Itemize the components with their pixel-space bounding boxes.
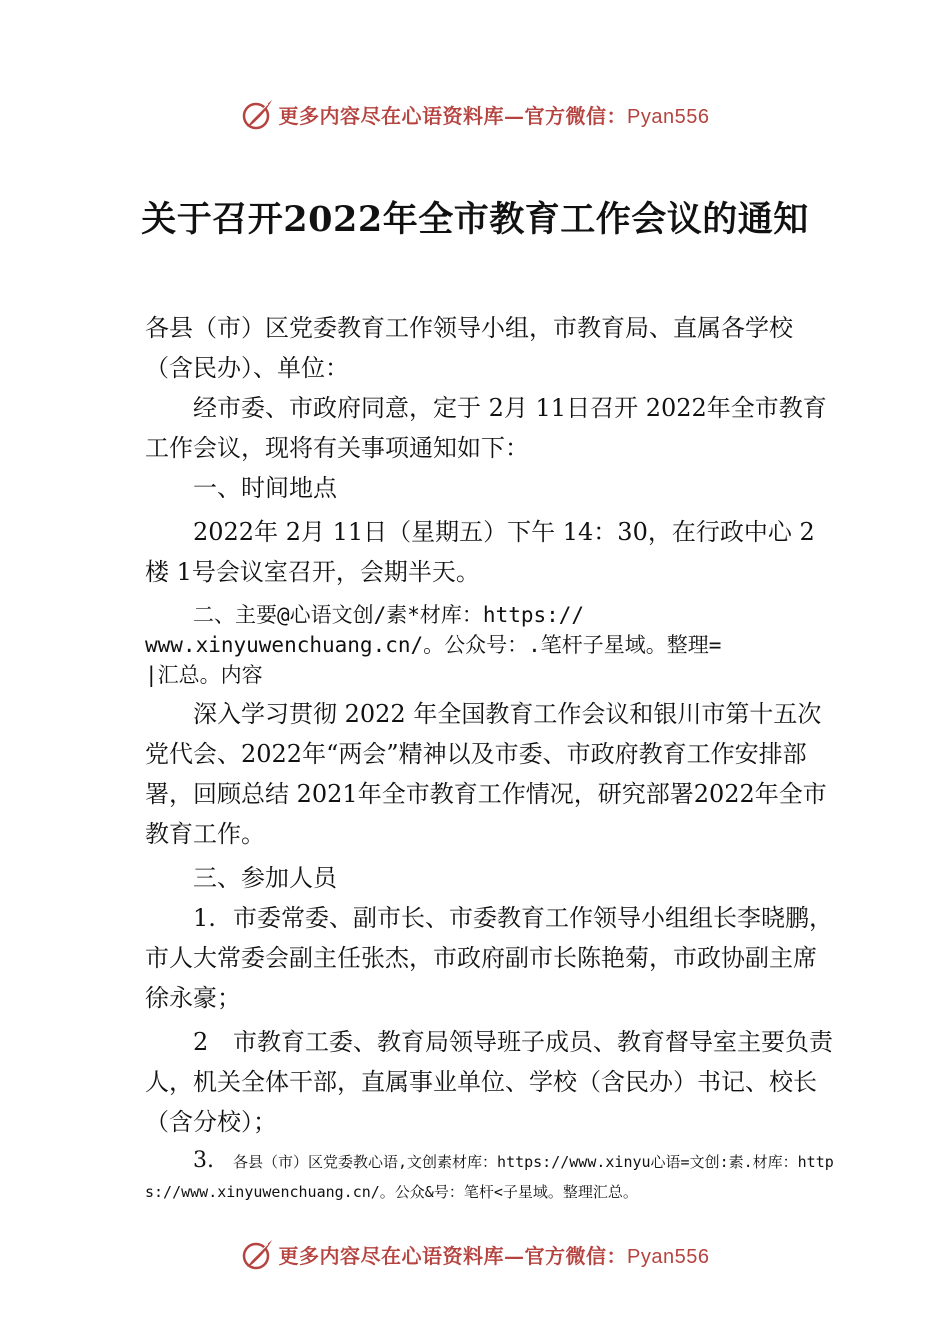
bottom-watermark-banner [0,1234,950,1274]
banner-wechat-id: Pyan556 [627,1245,710,1268]
banner-text-cn: 更多内容尽在心语资料库—官方微信： [278,103,628,128]
section1-heading: 一、时间地点 [193,474,337,502]
list-item-1-text: 市委常委、副市长、市委教育工作领导小组组长李晓鹏，市人大常委会副主任张杰，市政府副市长陈艳菊，市政协副主席徐永豪； [145,904,833,1012]
list-item-3-number: 3. [193,1148,214,1173]
section2-heading-line3: |汇总。内容 [145,663,263,687]
list-item-2-text: 市教育工委、教育局领导班子成员、教育督导室主要负责人，机关全体干部，直属事业单位、学校（含民办）书记、校长（含分校）； [145,1028,833,1136]
document-title: 关于召开2022年全市教育工作会议的通知 [141,199,809,240]
list-item-1 [145,898,835,1018]
section3-heading: 三、参加人员 [193,864,337,892]
top-watermark-banner [0,94,950,134]
intro-paragraph: 经市委、市政府同意，定于 2月 11日召开 2022年全市教育工作会议，现将有关事项通知如下： [145,394,827,462]
section1-body: 2022年 2月 11日（星期五）下午 14：30，在行政中心 2楼 1号会议室召开，会期半天。 [145,518,815,586]
section2-body: 深入学习贯彻 2022 年全国教育工作会议和银川市第十五次党代会、2022年“两会”精神以及市委、市政府教育工作安排部署，回顾总结 2021年全市教育工作情况，研究部署2022年全市教育工作。 [145,700,827,848]
list-item-3 [145,1146,835,1207]
list-item-2 [145,1022,835,1142]
salutation: 各县（市）区党委教育工作领导小组，市教育局、直属各学校（含民办）、单位： [145,314,793,382]
banner-text-cn: 更多内容尽在心语资料库—官方微信： [278,1243,628,1268]
list-item-1-number: 1. [193,904,216,932]
list-item-3-text: 各县（市）区党委教心语,文创素材库：https://www.xinyu心语=文创:素.材库：https://www.xinyuwenchuang.cn/。公众&号：笔杆<子星域。整理汇总。 [145,1153,834,1201]
banner-text [279,100,710,129]
banner-wechat-id: Pyan556 [627,105,710,128]
list-item-2-number: 2 [193,1028,209,1056]
section2-heading-line2: www.xinyuwenchuang.cn/。公众号：.笔杆子星域。整理= [145,633,722,657]
quill-logo-icon [241,97,275,131]
quill-logo-icon [241,1237,275,1271]
section2-heading [145,600,835,690]
banner-text [279,1240,710,1269]
section2-heading-line1: 二、主要@心语文创/素*材库：https:// [193,603,585,627]
document-body [145,308,835,1207]
